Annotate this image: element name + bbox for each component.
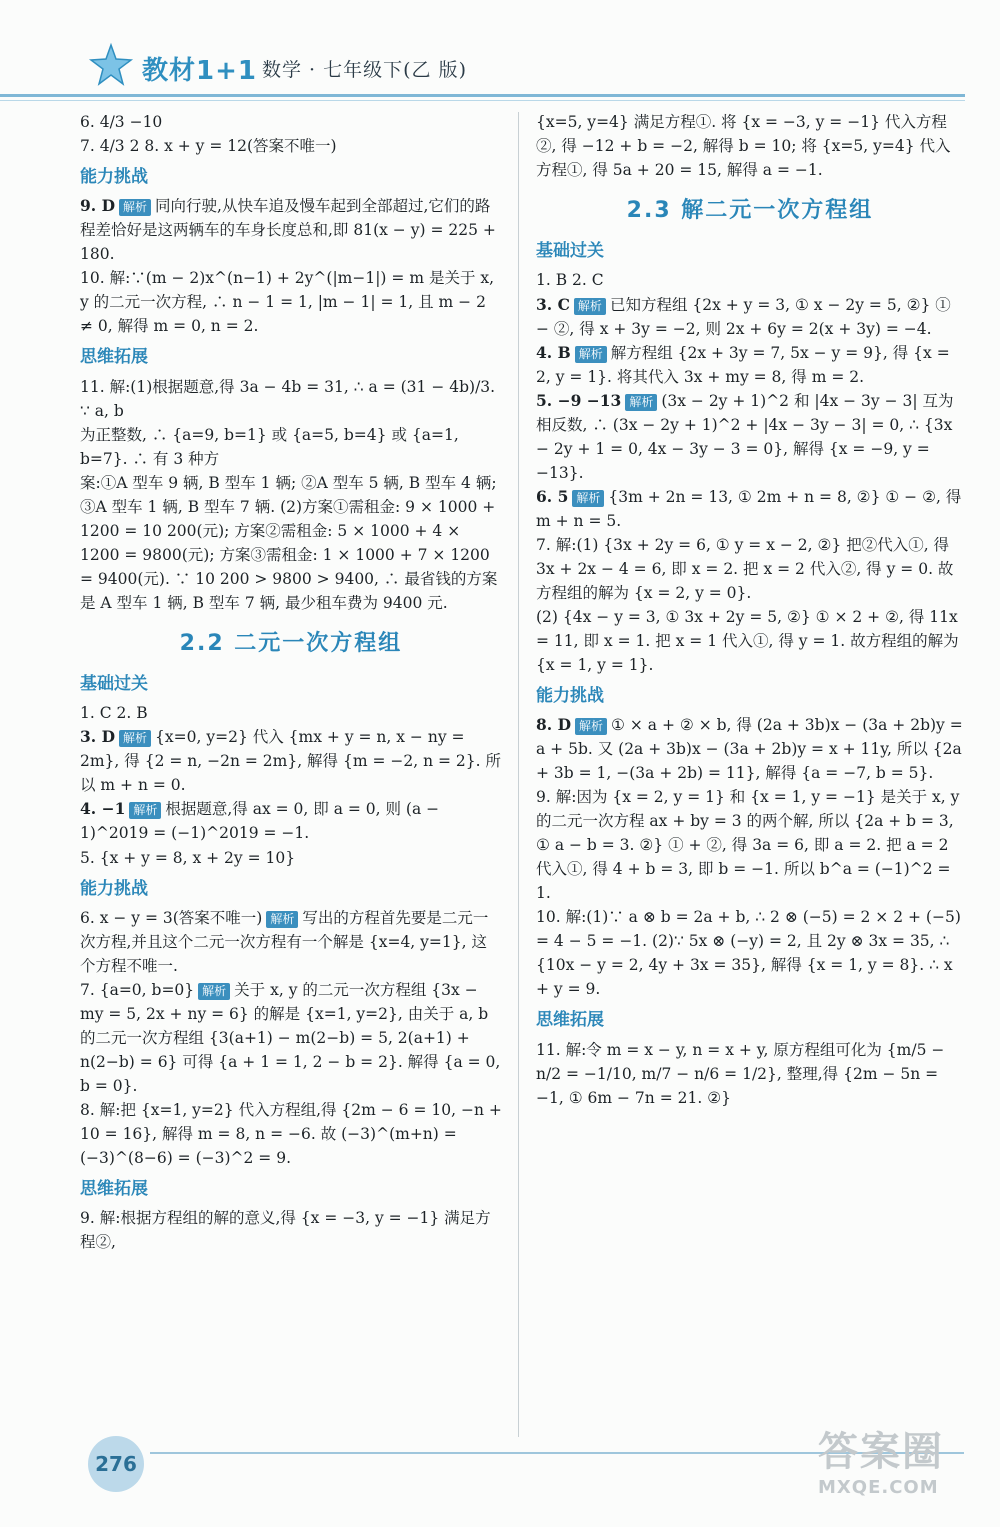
watermark-url: MXQE.COM: [818, 1477, 939, 1498]
answer-q8: 8. 解:把 {x=1, y=2} 代入方程组,得 {2m − 6 = 10, −n + 10 = 16}, 解得 m = 8, n = −6. 故 (−3)^(m+n) = (−3)^(8−6) = (−3)^2 = 9.: [80, 1100, 502, 1168]
answer-q3: [536, 293, 964, 341]
book-brand: 教材1+1: [142, 56, 257, 86]
section-heading: 思维拓展: [536, 1010, 604, 1031]
analysis-tag: 解析: [574, 298, 606, 315]
answer-q7: [80, 978, 502, 1098]
answer-q7: 7. 解:(1) {3x + 2y = 6, ① y = x − 2, ②} 把②代入①, 得 3x + 2x − 4 = 6, 即 x = 2. 把 x = 2 代入②, 得 y = 0. 故方程组的解为 {x = 2, y = 0}.: [536, 535, 954, 602]
book-subject: 数学 · 七年级下(乙 版): [262, 59, 467, 81]
answer-q4: [80, 797, 502, 845]
analysis-text: 同向行驶,从快车追及慢车起到全部超过,它们的路程差恰好是这两辆车的车身长度总和,即 81(x − y) = 225 + 180.: [80, 197, 496, 264]
question-number: 5. −9 −13: [536, 390, 622, 410]
analysis-tag: 解析: [266, 911, 298, 928]
question-number: 9. D: [80, 196, 116, 216]
watermark-logo: [818, 1420, 978, 1520]
answer-line: 1. C 2. B: [80, 704, 148, 723]
question-number: 4. −1: [80, 799, 126, 819]
section-heading: 基础过关: [536, 241, 604, 262]
question-number: 8. D: [536, 715, 572, 735]
chapter-title: 2.3 解二元一次方程组: [626, 198, 874, 224]
answer-q3: [80, 725, 502, 797]
answer-q8: [536, 713, 964, 785]
section-heading: 思维拓展: [80, 347, 148, 368]
analysis-text: 已知方程组 {2x + y = 3, ① x − 2y = 5, ②} ① − ②, 得 x + 3y = −2, 则 2x + 6y = 2(x + 3y) = −4.: [536, 295, 951, 338]
analysis-text: (3x − 2y + 1)^2 和 |4x − 3y − 3| 互为相反数, ∴ (3x − 2y + 1)^2 + |4x − 3y − 3| = 0, ∴ {3x − 2y + 1 = 0, 4x − 3y − 3 = 0}, 解得 {x = −9, y = −13}.: [536, 391, 954, 482]
answer-q7-part2: (2) {4x − y = 3, ① 3x + 2y = 5, ②} ① × 2 + ②, 得 11x = 11, 即 x = 1. 把 x = 1 代入①, 得 y = 1. 故方程组的解为 {x = 1, y = 1}.: [536, 607, 959, 674]
question-number: 4. B: [536, 342, 571, 362]
section-heading: 能力挑战: [80, 878, 148, 899]
header-divider: [0, 94, 965, 97]
analysis-tag: 解析: [575, 718, 607, 735]
answer-q4: [536, 341, 964, 389]
answer-q9: [80, 194, 502, 266]
watermark-text: 答案圈: [818, 1429, 944, 1475]
analysis-tag: 解析: [198, 983, 230, 1000]
answer-line: 1. B 2. C: [536, 271, 604, 290]
analysis-tag: 解析: [572, 490, 604, 507]
right-column: [536, 110, 964, 1110]
analysis-text: 关于 x, y 的二元一次方程组 {3x − my = 5, 2x + ny = 6} 的解是 {x=1, y=2}, 由关于 a, b 的二元一次方程组 {3(a+1) − m(2−b) = 5, 2(a+1) + n(2−b) = 6} 可得 {a + 1 = 1, 2 − b = 2}. 解得 {a = 0, b = 0}.: [80, 980, 501, 1095]
answer-q9: 9. 解:根据方程组的解的意义,得 {x = −3, y = −1} 满足方程②,: [80, 1209, 491, 1252]
section-heading: 能力挑战: [80, 167, 148, 188]
answer-q5: 5. {x + y = 8, x + 2y = 10}: [80, 848, 296, 867]
answer-q9-cont: {x=5, y=4} 满足方程①. 将 {x = −3, y = −1} 代入方程②, 得 −12 + b = −2, 解得 b = 10; 将 {x=5, y=4} 代入方程①, 得 5a + 20 = 15, 解得 a = −1.: [536, 113, 951, 180]
left-column: [80, 110, 502, 1254]
answer-q11-cont: 为正整数, ∴ {a=9, b=1} 或 {a=5, b=4} 或 {a=1, b=7}. ∴ 有 3 种方: [80, 425, 459, 468]
answer-text: 6. x − y = 3(答案不唯一): [80, 908, 263, 927]
analysis-tag: 解析: [119, 730, 151, 747]
column-divider: [518, 112, 519, 1437]
answer-q5: [536, 389, 964, 485]
answer-q10: 10. 解:(1)∵ a ⊗ b = 2a + b, ∴ 2 ⊗ (−5) = 2 × 2 + (−5) = 4 − 5 = −1. (2)∵ 5x ⊗ (−y) = 2, 且 2y ⊗ 3x = 35, ∴ {10x − y = 2, 4y + 3x = 35}, 解得 {x = 1, y = 8}. ∴ x + y = 9.: [536, 908, 961, 999]
answer-q11: 11. 解:(1)根据题意,得 3a − 4b = 31, ∴ a = (31 − 4b)/3. ∵ a, b: [80, 377, 496, 420]
answer-q10: 10. 解:∵(m − 2)x^(n−1) + 2y^(|m−1|) = m 是关于 x, y 的二元一次方程, ∴ n − 1 = 1, |m − 1| = 1, 且 m − 2 ≠ 0, 解得 m = 0, n = 2.: [80, 269, 495, 336]
analysis-text: 根据题意,得 ax = 0, 即 a = 0, 则 (a − 1)^2019 = (−1)^2019 = −1.: [80, 800, 440, 843]
analysis-text: 写出的方程首先要是二元一次方程,并且这个二元一次方程有一个解是 {x=4, y=1}, 这个方程不唯一.: [80, 908, 489, 975]
answer-q9: 9. 解:因为 {x = 2, y = 1} 和 {x = 1, y = −1} 是关于 x, y 的二元一次方程 ax + by = 3 的两个解, 所以 {2a + b = 3, ① a − b = 3. ②} ① + ②, 得 3a = 6, 即 a = 2. 把 a = 2 代入①, 得 4 + b = 3, 即 b = −1. 所以 b^a = (−1)^2 = 1.: [536, 788, 960, 903]
answer-text: 7. {a=0, b=0}: [80, 980, 195, 999]
star-logo-icon: [88, 42, 134, 88]
answer-q11: 11. 解:令 m = x − y, n = x + y, 原方程组可化为 {m/5 − n/2 = −1/10, m/7 − n/6 = 1/2}, 整理,得 {2m − 5n = −1, ① 6m − 7n = 21. ②}: [536, 1040, 945, 1107]
question-number: 3. C: [536, 294, 570, 314]
analysis-tag: 解析: [625, 394, 657, 411]
page-number: 276: [88, 1436, 144, 1492]
analysis-tag: 解析: [129, 802, 161, 819]
answer-q6: [80, 906, 502, 978]
section-heading: 基础过关: [80, 674, 148, 695]
page-header: [0, 0, 1000, 110]
question-number: 6. 5: [536, 486, 569, 506]
section-heading: 能力挑战: [536, 685, 604, 706]
question-number: 3. D: [80, 727, 116, 747]
header-divider-thin: [0, 100, 965, 101]
answer-line: 6. 4/3 −10: [80, 113, 163, 131]
answer-line: 7. 4/3 2 8. x + y = 12(答案不唯一): [80, 137, 337, 156]
section-heading: 思维拓展: [80, 1179, 148, 1200]
analysis-tag: 解析: [119, 199, 151, 216]
answer-q11-cont: 案:①A 型车 9 辆, B 型车 1 辆; ②A 型车 5 辆, B 型车 4 辆; ③A 型车 1 辆, B 型车 7 辆. (2)方案①需租金: 9 × 1000 + 1200 = 10 200(元); 方案②需租金: 5 × 1000 + 4 × 1200 = 9800(元); 方案③需租金: 1 × 1000 + 7 × 1200 = 9400(元). ∵ 10 200 > 9800 > 9400, ∴ 最省钱的方案是 A 型车 1 辆, B 型车 7 辆, 最少租车费为 9400 元.: [80, 473, 498, 612]
analysis-text: ① × a + ② × b, 得 (2a + 3b)x − (3a + 2b)y = a + 5b. 又 (2a + 3b)x − (3a + 2b)y = x + 11y, 所以 {2a + 3b = 1, −(3a + 2b) = 11}, 解得 {a = −7, b = 5}.: [536, 716, 963, 783]
analysis-text: {x=0, y=2} 代入 {mx + y = n, x − ny = 2m}, 得 {2 = n, −2n = 2m}, 解得 {m = −2, n = 2}. 所以 m + n = 0.: [80, 728, 501, 795]
analysis-text: {3m + 2n = 13, ① 2m + n = 8, ②} ① − ②, 得 m + n = 5.: [536, 487, 962, 530]
analysis-tag: 解析: [575, 346, 607, 363]
answer-q6: [536, 485, 964, 533]
analysis-text: 解方程组 {2x + 3y = 7, 5x − y = 9}, 得 {x = 2, y = 1}. 将其代入 3x + my = 8, 得 m = 2.: [536, 343, 950, 386]
chapter-title: 2.2 二元一次方程组: [179, 630, 403, 656]
